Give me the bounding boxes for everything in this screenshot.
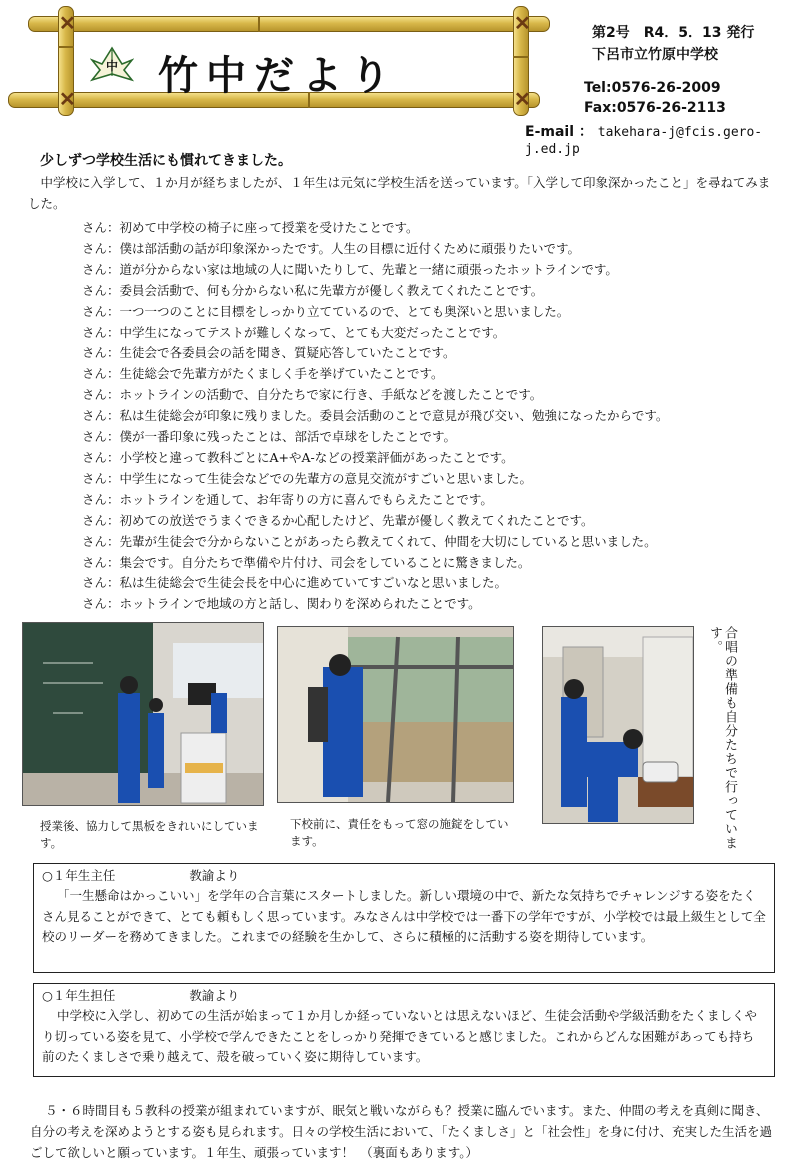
answer-item: さん：生徒総会で先輩方がたくましく手を挙げていたことです。 <box>82 366 444 382</box>
answer-item: さん：私は生徒総会が印象に残りました。委員会活動のことで意見が飛び交い、勉強になったからです。 <box>82 408 669 424</box>
answer-item: さん：先輩が生徒会で分からないことがあったら教えてくれて、仲間を大切にしていると思いました。 <box>82 533 657 549</box>
issue-info: 第2号 R4．5．13 発行 <box>592 25 755 41</box>
answer-item: さん：私は生徒総会で生徒会長を中心に進めていてすごいなと思いました。 <box>82 575 508 591</box>
answer-item: さん：生徒会で各委員会の話を聞き、質疑応答していたことです。 <box>82 345 456 361</box>
article-intro: 中学校に入学して、１か月が経ちましたが、１年生は元気に学校生活を送っています。「入学して印象深かったこと」を尋ねてみました。 <box>28 175 771 211</box>
answer-item: さん：集会です。自分たちで準備や片付け、司会をしていることに驚きました。 <box>82 554 531 570</box>
message-body: 中学校に入学し、初めての生活が始まって１か月しか経っていないとは思えないほど、生徒会活動や学級活動をたくましくやり切っている姿を見て、小学校で学んできたことをしっかり発揮できていると感じました。これからどんな困難があっても持ち前のたくましさで乗り越えて、殻を破っていく姿に期待しています。 <box>42 1008 758 1064</box>
answer-item: さん：初めての放送でうまくできるか心配したけど、先輩が優しく教えてくれたことです。 <box>82 512 594 528</box>
email-address: takehara-j@fcis.gero-j.ed.jp <box>525 125 763 157</box>
photo-locking-windows <box>277 626 514 803</box>
photo-caption-1: 授業後、協力して黒板をきれいにしています。 <box>40 819 259 850</box>
answer-item: さん：ホットラインを通して、お年寄りの方に喜んでもらえたことです。 <box>82 491 493 507</box>
rope-tie-icon: ✕ <box>514 11 531 35</box>
answer-item: さん：僕が一番印象に残ったことは、部活で卓球をしたことです。 <box>82 429 457 445</box>
message-header <box>34 984 774 1006</box>
answer-item: さん：中学生になってテストが難しくなって、とても大変だったことです。 <box>82 324 506 340</box>
bamboo-node <box>258 16 260 32</box>
newsletter-banner <box>8 6 553 114</box>
photo-choir-preparation <box>542 626 694 824</box>
rope-tie-icon: ✕ <box>59 87 76 111</box>
answer-item: さん：道が分からない家は地域の人に聞いたりして、先輩と一緒に頑張ったホットラインです。 <box>82 261 618 277</box>
email-label: E-mail ： <box>525 124 593 140</box>
rope-tie-icon: ✕ <box>59 11 76 35</box>
photo-caption-2: 下校前に、責任をもって窓の施錠をしています。 <box>290 817 509 848</box>
message-role: ○１年生担任 <box>42 988 116 1003</box>
bamboo-top-pole <box>28 16 550 32</box>
rope-tie-icon: ✕ <box>514 87 531 111</box>
emblem-text: 中 <box>105 59 119 73</box>
message-title: 教諭より <box>189 868 240 883</box>
bamboo-node <box>58 46 74 48</box>
answer-item: さん：一つ一つのことに目標をしっかり立てているので、とても奥深いと思いました。 <box>82 303 570 319</box>
newsletter-title: 竹中だより <box>158 53 398 99</box>
message-title: 教諭より <box>189 988 240 1003</box>
answer-item: さん：僕は部活動の話が印象深かったです。人生の目標に近付くために頑張りたいです。 <box>82 240 581 256</box>
email-line <box>525 121 800 157</box>
homeroom-head-message <box>33 863 775 973</box>
bamboo-node <box>513 56 529 58</box>
answer-item: さん：ホットラインの活動で、自分たちで家に行き、手紙などを渡したことです。 <box>82 387 543 403</box>
message-header <box>34 864 774 886</box>
closing-paragraph: ５・６時間目も５教科の授業が組まれていますが、眠気と戦いながらも？授業に臨んでいます。また、仲間の考えを真剣に聞き、自分の考えを深めようとする姿も見られます。日々の学校生活において、「たくましさ」と「社会性」を身に付け、充実した生活を過ごして欲しいと願っています。１年生、頑張っています！ （裏面もあります。） <box>30 1103 773 1160</box>
fax: Fax:0576-26-2113 <box>584 100 726 116</box>
message-role: ○１年生主任 <box>42 868 116 883</box>
answer-item: さん：委員会活動で、何も分からない私に先輩方が優しく教えてくれたことです。 <box>82 282 544 298</box>
answer-list <box>82 218 782 615</box>
answer-item: さん：ホットラインで地域の方と話し、関わりを深められたことです。 <box>82 596 481 612</box>
photo-cleaning-blackboard <box>22 622 264 806</box>
telephone: Tel:0576-26-2009 <box>584 80 721 96</box>
photo-caption-3: 合唱の準備も自分たちで行っています。 <box>707 626 737 850</box>
article-heading: 少しずつ学校生活にも慣れてきました。 <box>40 153 292 169</box>
answer-item: さん：初めて中学校の椅子に座って授業を受けたことです。 <box>82 220 419 235</box>
answer-item: さん：小学校と違って教科ごとにA+やA-などの授業評価があったことです。 <box>82 449 514 465</box>
school-emblem-icon <box>90 46 134 82</box>
answer-item: さん：中学生になって生徒会などでの先輩方の意見交流がすごいと思いました。 <box>82 470 533 486</box>
message-body: 「一生懸命はかっこいい」を学年の合言葉にスタートしました。新しい環境の中で、新たな気持ちでチャレンジする姿をたくさん見ることができて、とても頼もしく思っています。みなさんは中学校では一番下の学年ですが、小学校では最上級生として全校のリーダーを務めてきました。これまでの経験を生かして、さらに積極的に活動する姿を期待しています。 <box>42 888 766 944</box>
school-name: 下呂市立竹原中学校 <box>592 47 718 63</box>
homeroom-teacher-message <box>33 983 775 1077</box>
